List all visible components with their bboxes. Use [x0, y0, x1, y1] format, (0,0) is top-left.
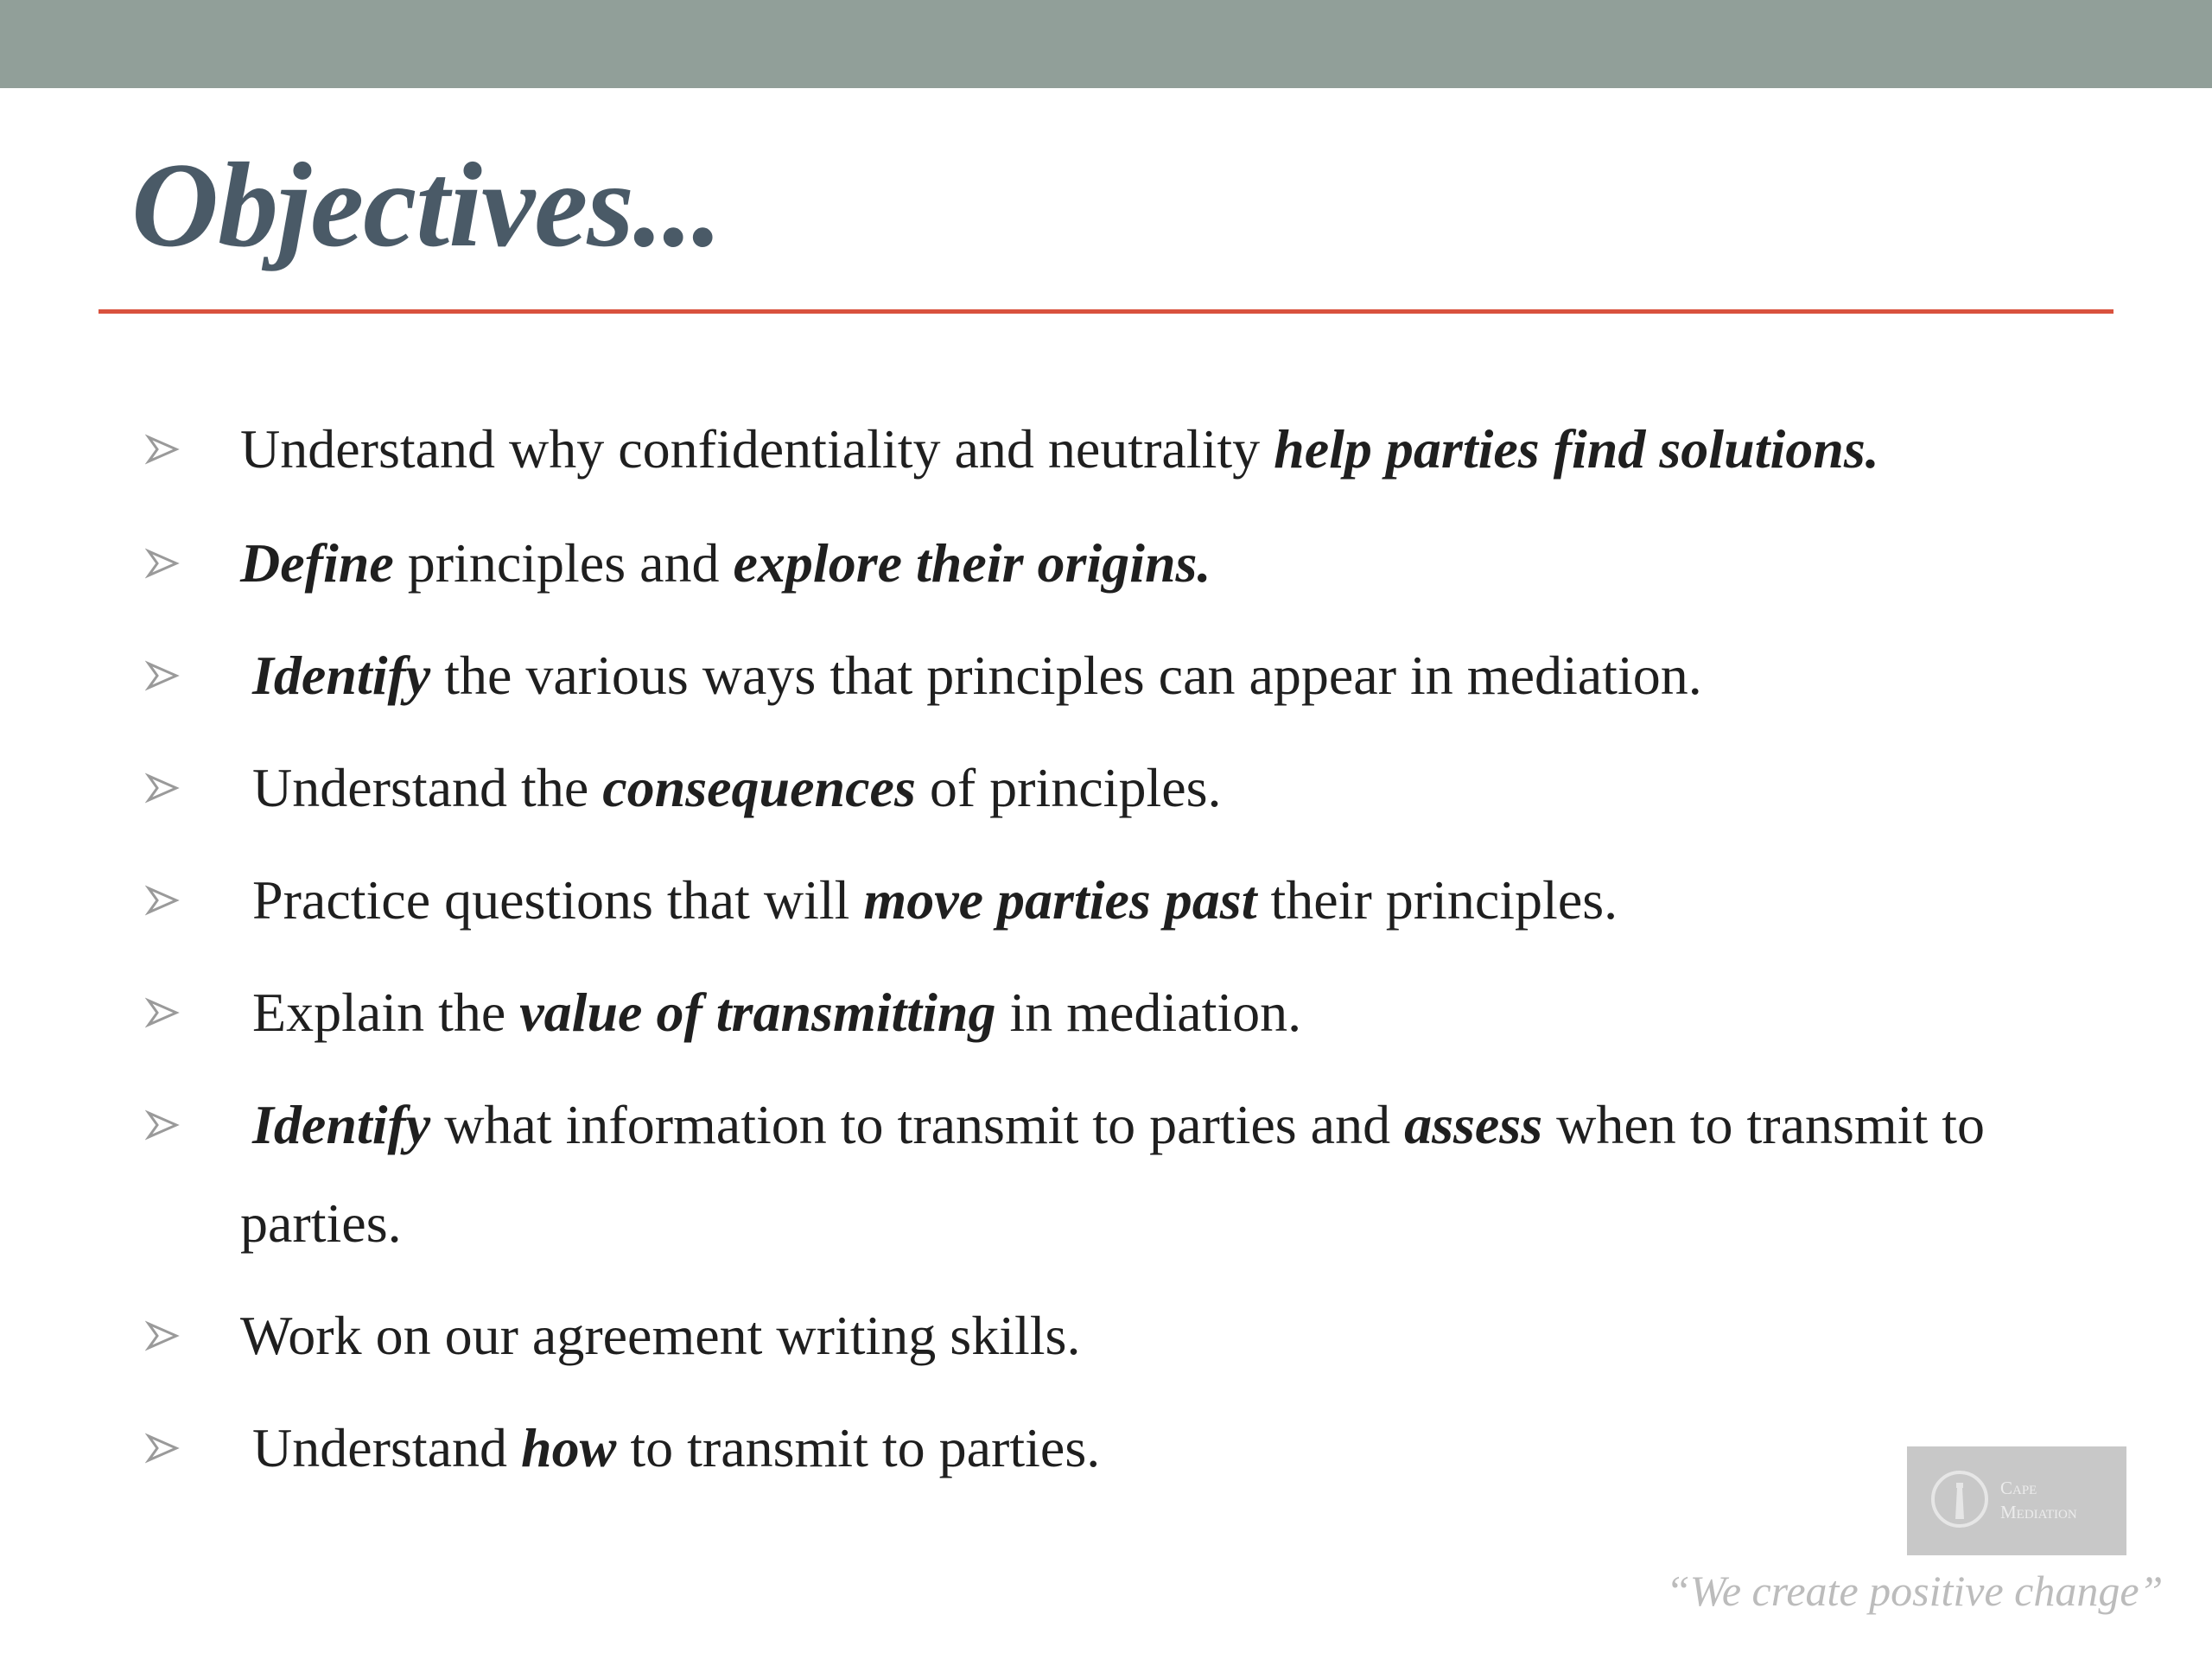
- cape-mediation-logo: [1907, 1446, 2126, 1555]
- arrowhead-bullet-icon: [145, 1431, 180, 1465]
- arrowhead-bullet-icon: [145, 1108, 180, 1142]
- objective-text: Understand how to transmit to parties.: [252, 1417, 1101, 1478]
- arrowhead-bullet-icon: [145, 432, 180, 467]
- arrowhead-bullet-icon: [145, 883, 180, 918]
- logo-wordmark: Cape Mediation: [2000, 1478, 2077, 1522]
- arrowhead-bullet-icon: [145, 995, 180, 1030]
- objective-text: Work on our agreement writing skills.: [240, 1305, 1081, 1366]
- objective-text: Understand the consequences of principles.: [252, 757, 1222, 818]
- title-divider: [99, 309, 2113, 314]
- objective-text: Identify what information to transmit to parties and assess when to transmit to: [252, 1094, 1986, 1155]
- objective-continuation: parties.: [240, 1192, 402, 1254]
- objective-text: Define principles and explore their origins.: [240, 532, 1211, 594]
- objective-text: Explain the value of transmitting in mediation.: [252, 982, 1302, 1043]
- arrowhead-bullet-icon: [145, 546, 180, 581]
- tagline: “We create positive change”: [1666, 1567, 2164, 1615]
- objective-text: Understand why confidentiality and neutrality help parties find solutions.: [240, 418, 1879, 480]
- objective-text: Practice questions that will move parties past their principles.: [252, 869, 1618, 931]
- lighthouse-icon: [1929, 1469, 1990, 1529]
- arrowhead-bullet-icon: [145, 771, 180, 805]
- arrowhead-bullet-icon: [145, 1319, 180, 1353]
- objective-text: Identify the various ways that principles can appear in mediation.: [252, 645, 1702, 706]
- arrowhead-bullet-icon: [145, 658, 180, 693]
- slide-title: Objectives...: [131, 138, 721, 272]
- header-band: [0, 0, 2212, 88]
